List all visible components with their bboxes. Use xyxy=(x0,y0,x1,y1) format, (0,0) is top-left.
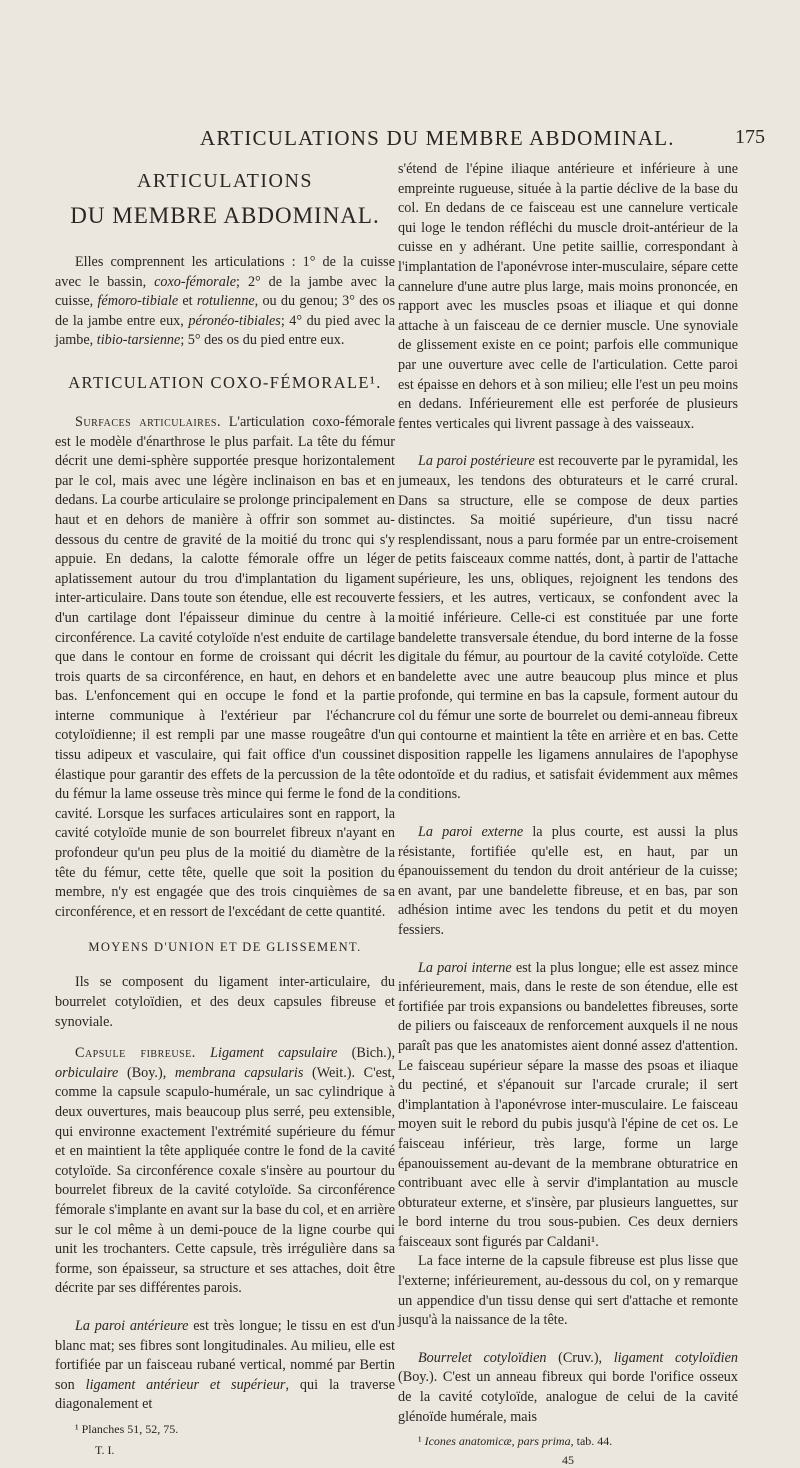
footnote: ¹ Icones anatomicæ, pars prima, tab. 44. xyxy=(418,1434,613,1449)
intro-paragraph: Elles comprennent les articulations : 1° de la cuisse avec le bassin, coxo-fémorale; 2° de la jambe avec la cuisse, fémoro-tibiale et rotulienne, ou du genou; 3° des os de la jambe entre eux, péronéo-tibiales; 4° du pied avec la jambe, tibio-tarsienne; 5° des os du pied entre eux. xyxy=(55,254,396,349)
page-number: 175 xyxy=(735,126,765,148)
paragraph-lead: Surfaces articulaires. xyxy=(75,413,222,430)
paragraph-lead: Capsule fibreuse. xyxy=(75,1045,196,1062)
internal-wall-paragraph: La paroi interne est la plus longue; elle est assez mince inférieurement, mais, dans le reste de son étendue, elle est fortifiée par trois expansions ou bandelettes fibreuses, sorte de piliers ou faisceaux de renforcement auxquels il ne nous paraît pas que les anatomistes aient donné assez d'attention. Le faisceau supérieur sépare la masse des psoas et iliaque du pectiné, et s'épanouit sur l'arcade crurale; il sert d'implantation à l'aponévrose inter-musculaire. Le faisceau moyen suit le rebord du pubis jusqu'à l'épine de cet os. Le faisceau inférieur, très large, forme un large épanouissement au-devant de la membrane obturatrice en contribuant avec elle à servir d'implantation au muscle obturateur externe, et s'insère, par plusieurs languettes, sur le bord interne du trou sous-pubien. Ces deux derniers faisceaux sont figurés par Caldani¹. xyxy=(398,959,738,1250)
signature-mark: T. I. xyxy=(95,1442,115,1457)
union-paragraph: Ils se composent du ligament inter-articulaire, du bourrelet cotyloïdien, et des deux capsules fibreuse et synoviale. xyxy=(55,974,395,1030)
internal-face-paragraph: La face interne de la capsule fibreuse est plus lisse que l'externe; inférieurement, au-dessous du col, on y remarque un appendice d'un tissu dense qui sert d'attache et remonte jusqu'à la naissance de la tête. xyxy=(398,1253,738,1329)
left-column xyxy=(55,160,395,1458)
capsule-paragraph: Capsule fibreuse. Ligament capsulaire (Bich.), orbiculaire (Boy.), membrana capsularis (Weit.). C'est, comme la capsule scapulo-humérale, un sac cylindrique à deux ouvertures, mais beaucoup plus serré, peu extensible, qui environne exactement l'extrémité supérieure du fémur et en maintient la tête appliquée contre le fond de la cavité cotyloïde. Sa circonférence coxale s'insère au pourtour du bourrelet fibreux de la cavité cotyloïde. Sa circonférence fémorale s'implante en avant sur la base du col, et en arrière sur le col même à un demi-pouce de la ligne courbe qui unit les trochanters. Cette capsule, très irrégulière dans sa forme, son épaisseur, sa structure et ses attaches, doit être décrite par ses différentes parois. xyxy=(55,1045,396,1297)
chapter-heading-line1: ARTICULATIONS xyxy=(136,170,314,192)
signature-mark: 45 xyxy=(562,1453,574,1468)
section-heading: ARTICULATION COXO-FÉMORALE¹. xyxy=(68,372,382,392)
external-wall-paragraph: La paroi externe la plus courte, est aussi la plus résistante, fortifiée qu'elle est, en haut, par un épanouissement du tendon du droit antérieur de la cuisse; en avant, par une bandelette fibreuse, et en bas, par son adhésion intime avec les tendons du petit et du moyen fessiers. xyxy=(398,824,738,938)
continued-paragraph: s'étend de l'épine iliaque antérieure et inférieure à une empreinte rugueuse, située à la partie déclive de la base du col. En dedans de ce faisceau est une cannelure verticale qui loge le tendon réfléchi du muscle droit-antérieur de la cuisse en y adhérant. Une petite saillie, correspondant à l'implantation de l'aponévrose inter-musculaire, sépare cette cannelure d'une autre plus large, mais moins prononcée, en rapport avec les muscles psoas et iliaque et qui donne attache à un faisceau de ce dernier muscle. Une synoviale de glissement existe en ce point; parfois elle communique par une ouverture avec celle de l'articulation. Cette paroi est épaisse en dehors et à son milieu; elle l'est un peu moins en dedans. Inférieurement elle est perforée de plusieurs fentes verticales qui livrent passage à des vaisseaux. xyxy=(398,161,738,432)
chapter-heading-line2: DU MEMBRE ABDOMINAL. xyxy=(70,203,380,228)
bourrelet-paragraph: Bourrelet cotyloïdien (Cruv.), ligament cotyloïdien (Boy.). C'est un anneau fibreux qui borde l'orifice osseux de la cavité cotyloïde, analogue de celui de la cavité glénoïde humérale, mais xyxy=(398,1349,739,1425)
subsection-heading: MOYENS D'UNION ET DE GLISSEMENT. xyxy=(88,940,362,955)
anterior-wall-paragraph: La paroi antérieure est très longue; le tissu en est d'un blanc mat; ses fibres sont longitudinales. Au milieu, elle est fortifiée par un faisceau rubané vertical, nommé par Bertin son ligament antérieur et supérieur, qui la traverse diagonalement et xyxy=(55,1317,395,1413)
posterior-wall-paragraph: La paroi postérieure est recouverte par le pyramidal, les jumeaux, les tendons des obturateurs et le carré crural. Dans sa structure, elle se compose de deux parties distinctes. Sa moitié supérieure, d'un tissu nacré resplendissant, nous a paru formée par un entre-croisement de petits faisceaux comme nattés, dont, à partir de l'attache supérieure, les uns, obliques, rejoignent les tendons des fessiers, et les autres, verticaux, se confondent avec la moitié inférieure. Celle-ci est constituée par une forte bandelette transversale étendue, du bord interne de la fosse digitale du fémur, au pourtour de la cavité cotyloïde. Cette bandelette avec une autre beaucoup plus mince et plus profonde, qui termine en bas la capsule, forment autour du col du fémur une sorte de bourrelet ou demi-anneau fibreux qui contourne et maintient la tête en arrière et en bas. Cette disposition rappelle les ligamens annulaires de l'apophyse odontoïde et du radius, et satisfait évidemment aux mêmes conditions. xyxy=(398,453,738,803)
running-head: ARTICULATIONS DU MEMBRE ABDOMINAL. xyxy=(200,126,675,150)
right-column xyxy=(398,160,738,1468)
surfaces-paragraph: Surfaces articulaires. L'articulation coxo-fémorale est le modèle d'énarthrose le plus parfait. La tête du fémur décrit une demi-sphère supportée presque horizontalement par le col, mais avec une légère inclinaison en bas et en dedans. La courbe articulaire se prolonge principalement en haut et en dehors de manière à offrir son sommet au-dessous du centre de gravité de la moitié du tronc qui s'y appuie. En dedans, la calotte fémorale offre un léger aplatissement autour du trou d'implantation du ligament inter-articulaire. Dans toute son étendue, elle est recouverte d'un cartilage dont l'épaisseur diminue du centre à la circonférence. La cavité cotyloïde n'est enduite de cartilage que dans le contour en forme de croissant qui décrit les trois quarts de sa circonférence, en haut, en dehors et en bas. L'enfoncement qui en occupe le fond et la partie interne communique à l'extérieur par l'échancrure cotyloïdienne; il est rempli par une masse rougeâtre d'un tissu adipeux et vasculaire, qui fait office d'un coussinet élastique pour garantir des effets de la percussion de la tête du fémur la lame osseuse très mince qui ferme le fond de la cavité. Lorsque les surfaces articulaires sont en rapport, la cavité cotyloïde munie de son bourrelet fibreux n'ayant en profondeur qu'un peu plus de la moitié du diamètre de la tête du fémur, cette tête, quelle que soit la position du membre, n'y est engagée que des trois cinquièmes de sa circonférence, et en ressort de l'excédant de cette quantité. xyxy=(55,413,395,920)
footnote: ¹ Planches 51, 52, 75. xyxy=(75,1421,179,1436)
